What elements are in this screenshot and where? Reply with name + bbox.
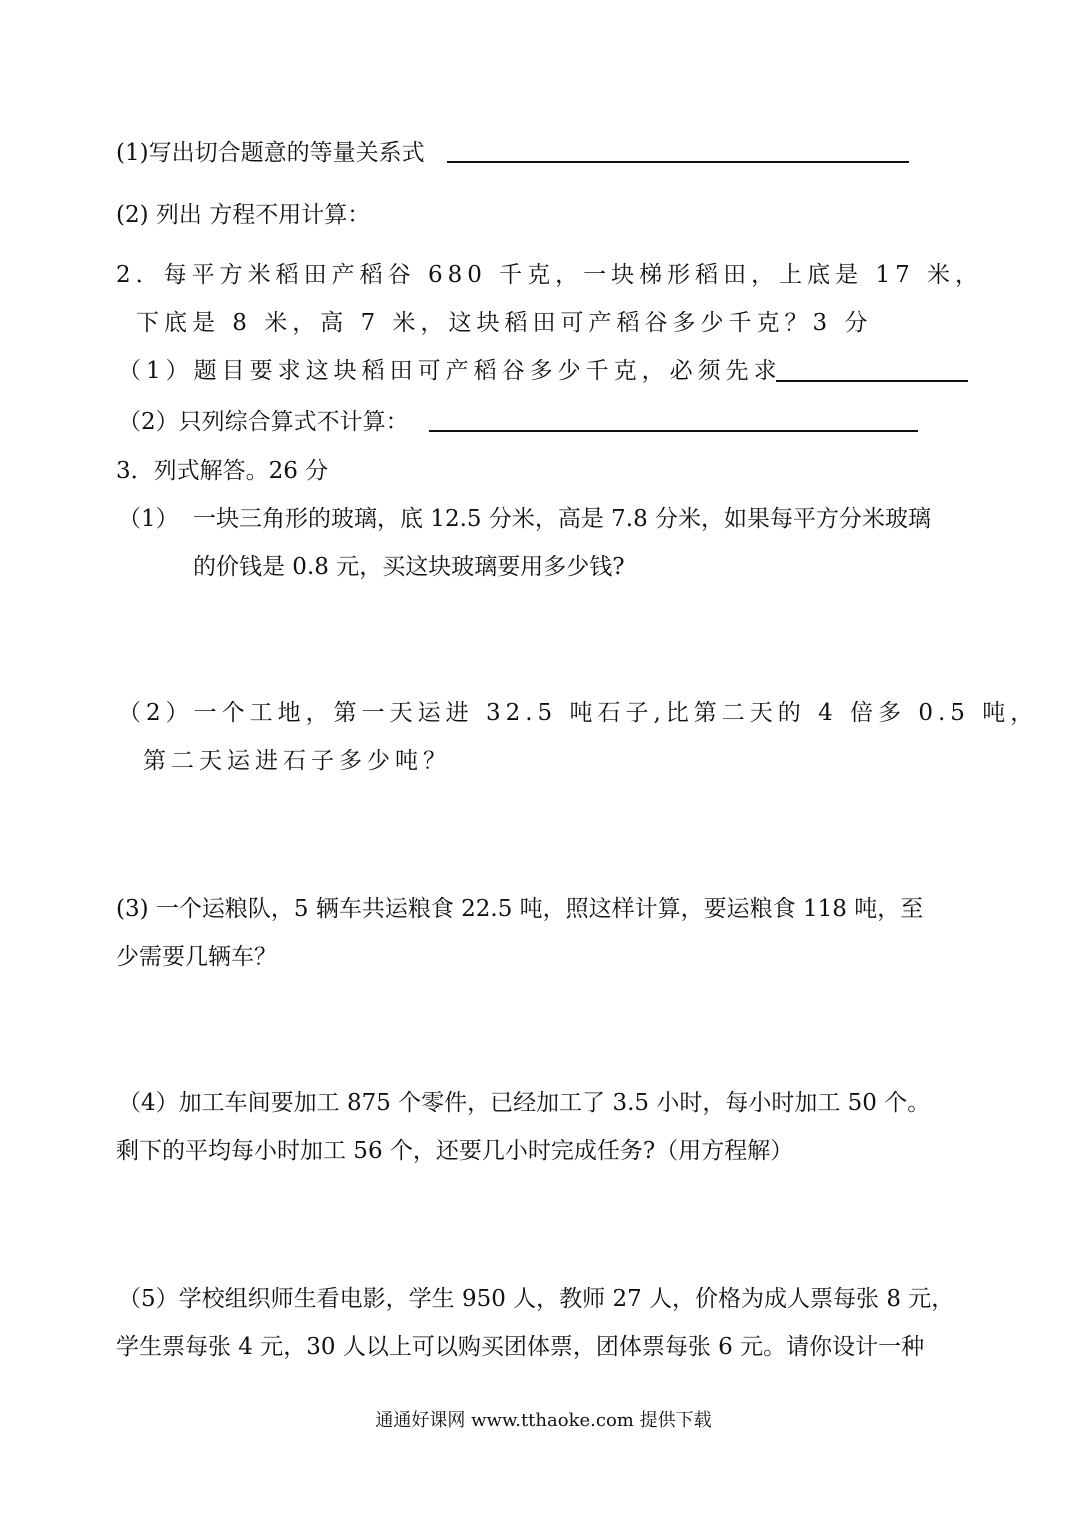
q3-p4-line2: 剩下的平均每小时加工 56 个，还要几小时完成任务?（用方程解） [116, 1138, 794, 1164]
q1-sub1-text: (1)写出切合题意的等量关系式 [116, 140, 425, 166]
q3-p4-line1: （4）加工车间要加工 875 个零件，已经加工了 3.5 小时，每小时加工 50 个。 [118, 1090, 931, 1116]
q2-sub2-text: （2）只列综合算式不计算： [118, 409, 409, 435]
page-footer: 通通好课网 www.tthaoke.com 提供下载 [375, 1410, 712, 1431]
q3-p3-line1: (3) 一个运粮队，5 辆车共运粮食 22.5 吨，照这样计算，要运粮食 118 吨，至 [116, 896, 924, 922]
q3-p1-label: （1） [118, 506, 179, 532]
q2-sub1-answer-blank [776, 380, 968, 382]
q3-p1-line2: 的价钱是 0.8 元，买这块玻璃要用多少钱? [193, 554, 625, 580]
q3-p2-line1: （2）一个工地，第一天运进 32.5 吨石子,比第二天的 4 倍多 0.5 吨， [118, 700, 1039, 726]
q3-p3-line2: 少需要几辆车？ [116, 944, 277, 970]
q3-p2-line2: 第二天运进石子多少吨？ [143, 748, 451, 774]
q3-heading: 3．列式解答。26 分 [116, 458, 329, 484]
q3-p5-line2: 学生票每张 4 元，30 人以上可以购买团体票，团体票每张 6 元。请你设计一种 [116, 1334, 925, 1360]
q2-sub1-text: （1）题目要求这块稻田可产稻谷多少千克，必须先求 [118, 358, 782, 384]
q2-line1: 2．每平方米稻田产稻谷 680 千克，一块梯形稻田，上底是 17 米， [116, 262, 984, 288]
q2-sub2-answer-blank [429, 430, 918, 432]
q3-p5-line1: （5）学校组织师生看电影，学生 950 人，教师 27 人，价格为成人票每张 8 元， [118, 1286, 955, 1312]
q2-line2: 下底是 8 米，高 7 米，这块稻田可产稻谷多少千克？3 分 [136, 310, 873, 336]
q3-p1-line1: 一块三角形的玻璃，底 12.5 分米，高是 7.8 分米，如果每平方分米玻璃 [193, 506, 932, 532]
q1-sub1-answer-blank [447, 161, 909, 163]
q1-sub2-text: (2) 列出 方程不用计算： [116, 202, 371, 228]
